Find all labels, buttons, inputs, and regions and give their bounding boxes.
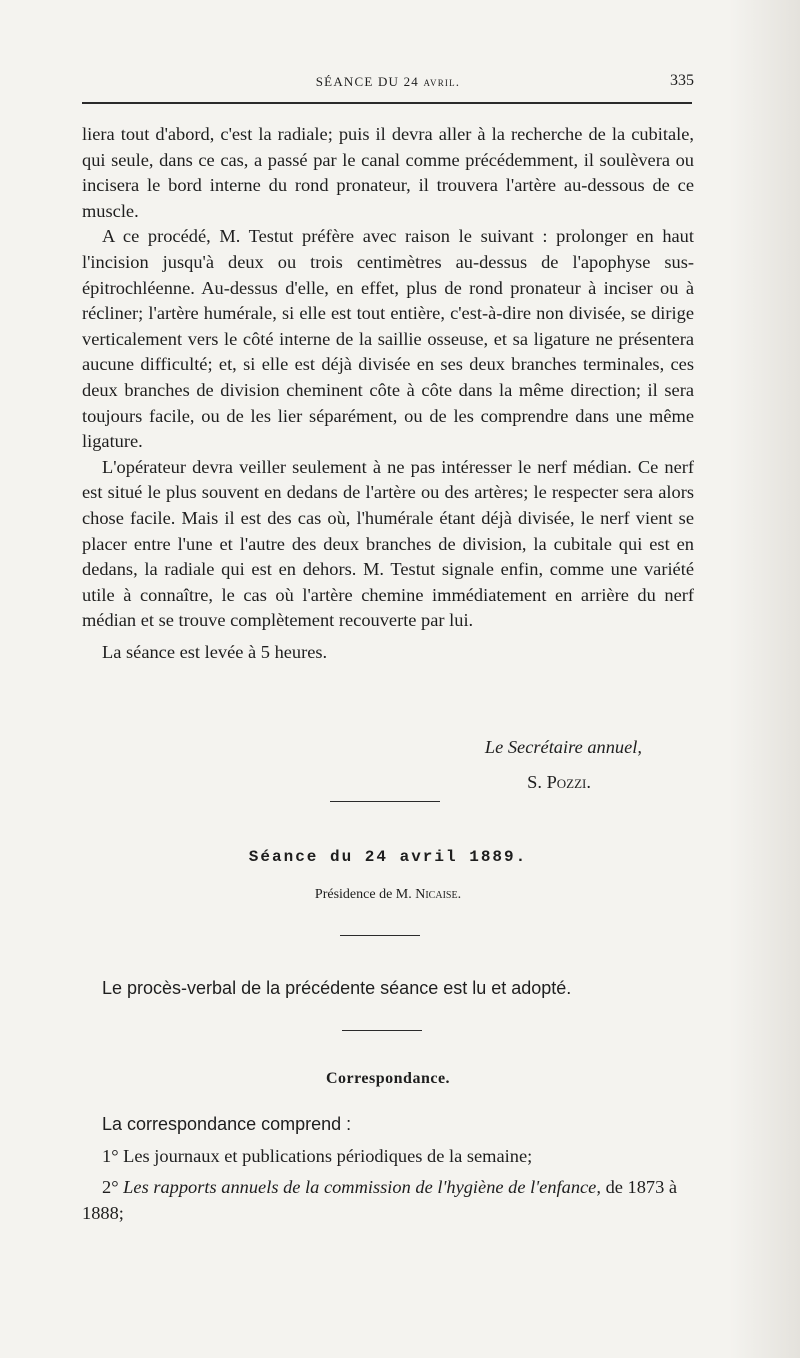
running-header xyxy=(82,70,694,96)
item-number: 2° xyxy=(102,1177,119,1198)
paragraph: A ce procédé, M. Testut préfère avec raison le suivant : prolonger en haut l'incision jusqu'à deux ou trois centimètres au-dessus de l'apophyse sus-épitrochléenne. Au-dessus d'elle, en effet, plus de rond pronateur à inciser ou à récliner; l'artère humérale, si elle est tout entière, c'est-à-dire non divisée, se dirige verticalement vers le côté interne de la saillie osseuse, et sa ligature ne présentera aucune difficulté; et, si elle est déjà divisée en ses deux branches terminales, ces deux branches de division cheminent côte à côte dans la même direction; il sera toujours facile, ou de les lier séparément, ou de les comprendre dans une même ligature. xyxy=(82,226,694,452)
item-rest: de 1873 à 1888; xyxy=(82,1177,678,1223)
header-divider xyxy=(82,102,692,104)
correspondance-intro: La correspondance comprend : xyxy=(102,1114,352,1134)
session-title: Séance du 24 avril 1889. xyxy=(248,848,528,866)
page-number: 335 xyxy=(670,72,694,89)
header-title xyxy=(82,74,694,90)
presidence-prefix: Présidence de M. xyxy=(314,887,412,902)
signature-name xyxy=(82,772,694,793)
header-title-prefix: SÉANCE DU 24 xyxy=(315,74,419,89)
item-title: Les rapports annuels de la commission de l'hygiène de l'enfance, xyxy=(123,1177,601,1198)
section-divider xyxy=(330,801,440,802)
list-item xyxy=(82,1175,694,1226)
page-edge-shadow xyxy=(730,0,800,1358)
closing-line: La séance est levée à 5 heures. xyxy=(102,641,328,662)
section-divider xyxy=(340,935,420,936)
body-text xyxy=(82,122,694,665)
correspondance-list xyxy=(82,1112,694,1232)
signature-surname: Pozzi. xyxy=(546,772,591,792)
presidence-line xyxy=(82,887,694,903)
signature-title: Le Secrétaire annuel, xyxy=(484,737,642,757)
header-title-month: avril. xyxy=(423,74,461,89)
presidence-name: Nicaise. xyxy=(415,887,462,902)
correspondance-heading: Correspondance. xyxy=(325,1070,451,1087)
signature-initial: S. xyxy=(527,772,542,792)
minutes-text: Le procès-verbal de la précédente séance est lu et adopté. xyxy=(102,978,572,998)
list-item: 1° Les journaux et publications périodiques de la semaine; xyxy=(102,1145,533,1166)
section-divider xyxy=(342,1030,422,1031)
paragraph: liera tout d'abord, c'est la radiale; puis il devra aller à la recherche de la cubitale, qui seule, dans ce cas, a passé par le canal comme précédemment, il soulèvera ou incisera le bord interne du rond pronateur, il trouvera l'artère au-dessous de ce muscle. xyxy=(82,124,694,221)
paragraph: L'opérateur devra veiller seulement à ne pas intéresser le nerf médian. Ce nerf est situé le plus souvent en dedans de l'artère ou des artères; le respecter sera alors chose facile. Mais il est des cas où, l'humérale étant déjà divisée, le nerf vient se placer entre l'une et l'autre des deux branches de division, la cubitale qui est en dedans, la radiale qui est en dehors. M. Testut signale enfin, comme une variété utile à connaître, le cas où l'artère chemine immédiatement en arrière du nerf médian et se trouve complètement recouverte par lui. xyxy=(82,456,694,631)
